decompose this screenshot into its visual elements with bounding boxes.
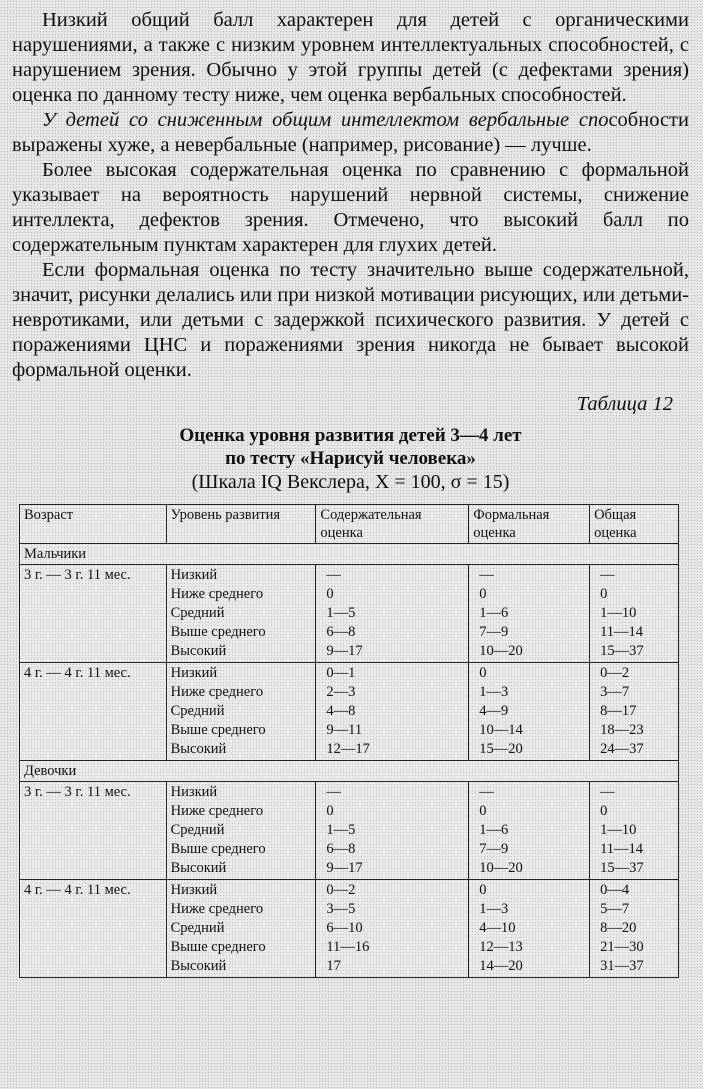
cell-value: 6—10 (326, 920, 363, 936)
formal-score-cell (469, 782, 590, 880)
cell-value: 11—14 (600, 624, 644, 640)
cell-value: 3—5 (326, 901, 356, 917)
total-score-cell (590, 663, 679, 761)
age-cell: 4 г. — 4 г. 11 мес. (20, 880, 167, 978)
cell-value: Ниже среднего (170, 901, 264, 917)
cell-value: Выше среднего (170, 722, 266, 738)
total-score-cell (590, 782, 679, 880)
cell-value: 0—4 (600, 882, 630, 898)
cell-value: 0 (326, 586, 334, 602)
cell-value: 14—20 (479, 958, 523, 974)
cell-value: 0 (600, 803, 608, 819)
cell-value: 5—7 (600, 901, 630, 917)
cell-value: 8—17 (600, 703, 637, 719)
table-title-line2: по тесту «Нарисуй человека» (225, 448, 476, 469)
formal-score-cell (469, 565, 590, 663)
cell-value: — (479, 567, 494, 583)
table-row (20, 782, 679, 880)
cell-value: Выше среднего (170, 939, 266, 955)
age-cell: 4 г. — 4 г. 11 мес. (20, 663, 167, 761)
cell-value: — (326, 784, 341, 800)
norms-table (19, 504, 679, 978)
cell-value: 9—11 (326, 722, 363, 738)
formal-score-cell (469, 663, 590, 761)
cell-value: 31—37 (600, 958, 644, 974)
cell-value: Средний (170, 703, 225, 719)
cell-value: 1—6 (479, 605, 509, 621)
cell-value: 1—3 (479, 901, 509, 917)
cell-value: 1—3 (479, 684, 509, 700)
age-cell: 3 г. — 3 г. 11 мес. (20, 782, 167, 880)
cell-value: Ниже среднего (170, 586, 264, 602)
cell-value: 7—9 (479, 624, 509, 640)
level-cell (166, 880, 316, 978)
cell-value: Низкий (170, 665, 218, 681)
cell-value: Высокий (170, 958, 227, 974)
cell-value: 7—9 (479, 841, 509, 857)
total-score-cell (590, 565, 679, 663)
cell-value: 12—17 (326, 741, 370, 757)
content-score-cell (316, 565, 469, 663)
cell-value: 0 (326, 803, 334, 819)
cell-value: Низкий (170, 882, 218, 898)
cell-value: 4—9 (479, 703, 509, 719)
paragraph-text: Если формальная оценка по тесту значительно выше содержательной, значит, рисунки делались или при низкой мотивации рисующих, или детьми-невротиками, или детьми с задержкой психического развития. У детей с поражениями ЦНС и поражениями зрения никогда не бывает высокой формальной оценки. (12, 259, 689, 381)
paragraph-text: собности выражены хуже, а невербальные (например, рисование) — лучше. (12, 109, 689, 156)
cell-value: Ниже среднего (170, 803, 264, 819)
cell-value: 6—8 (326, 841, 356, 857)
total-score-cell (590, 880, 679, 978)
cell-value: — (600, 784, 615, 800)
content-score-cell (316, 782, 469, 880)
cell-value: — (479, 784, 494, 800)
cell-value: Выше среднего (170, 624, 266, 640)
header-age: Возраст (20, 505, 167, 544)
cell-value: 15—37 (600, 643, 644, 659)
cell-value: 9—17 (326, 860, 363, 876)
cell-value: 11—16 (326, 939, 370, 955)
cell-value: 10—20 (479, 643, 523, 659)
cell-value: 1—5 (326, 822, 356, 838)
cell-value: 10—20 (479, 860, 523, 876)
header-total-score: Общая оценка (590, 505, 679, 544)
section-row (20, 544, 679, 565)
cell-value: Высокий (170, 643, 227, 659)
cell-value: Высокий (170, 741, 227, 757)
cell-value: 24—37 (600, 741, 644, 757)
header-formal-score: Формальная оценка (469, 505, 590, 544)
cell-value: 10—14 (479, 722, 523, 738)
table-header-row (20, 505, 679, 544)
cell-value: — (600, 567, 615, 583)
cell-value: 0—2 (600, 665, 630, 681)
level-cell (166, 782, 316, 880)
cell-value: 6—8 (326, 624, 356, 640)
header-content-score: Содержательная оценка (316, 505, 469, 544)
content-score-cell (316, 880, 469, 978)
cell-value: Средний (170, 920, 225, 936)
cell-value: 18—23 (600, 722, 644, 738)
cell-value: 0 (479, 586, 487, 602)
cell-value: 4—8 (326, 703, 356, 719)
cell-value: Низкий (170, 567, 218, 583)
cell-value: 9—17 (326, 643, 363, 659)
table-caption: Таблица 12 (576, 393, 673, 415)
cell-value: — (326, 567, 341, 583)
cell-value: 3—7 (600, 684, 630, 700)
cell-value: Средний (170, 822, 225, 838)
formal-score-cell (469, 880, 590, 978)
level-cell (166, 565, 316, 663)
table-row (20, 565, 679, 663)
cell-value: 21—30 (600, 939, 644, 955)
cell-value: 15—20 (479, 741, 523, 757)
cell-value: 4—10 (479, 920, 516, 936)
section-label: Мальчики (20, 544, 679, 565)
cell-value: 1—10 (600, 605, 637, 621)
cell-value: Средний (170, 605, 225, 621)
age-cell: 3 г. — 3 г. 11 мес. (20, 565, 167, 663)
cell-value: 0 (600, 586, 608, 602)
cell-value: 1—10 (600, 822, 637, 838)
cell-value: Ниже среднего (170, 684, 264, 700)
table-row (20, 880, 679, 978)
table-subtitle: (Шкала IQ Векслера, X = 100, σ = 15) (191, 471, 510, 493)
content-score-cell (316, 663, 469, 761)
cell-value: 17 (326, 958, 341, 974)
table-title-line1: Оценка уровня развития детей 3—4 лет (179, 425, 522, 446)
cell-value: 0 (479, 882, 487, 898)
cell-value: 12—13 (479, 939, 523, 955)
cell-value: 0 (479, 803, 487, 819)
cell-value: Выше среднего (170, 841, 266, 857)
cell-value: 0—1 (326, 665, 356, 681)
paragraph-text: У детей со сниженным общим интеллектом вербальные спо (42, 109, 609, 131)
paragraph (12, 258, 689, 383)
header-level: Уровень развития (166, 505, 316, 544)
cell-value: 11—14 (600, 841, 644, 857)
cell-value: Низкий (170, 784, 218, 800)
paragraph (12, 158, 689, 258)
table-body (20, 544, 679, 978)
cell-value: 0 (479, 665, 487, 681)
level-cell (166, 663, 316, 761)
table-row (20, 663, 679, 761)
paragraph (12, 8, 689, 108)
cell-value: 15—37 (600, 860, 644, 876)
paragraph-text: Более высокая содержательная оценка по сравнению с формальной указывает на вероятность нарушений нервной системы, снижение интеллекта, дефектов зрения. Отмечено, что высокий балл по содержательным пунктам характерен для глухих детей. (12, 159, 689, 256)
paragraph (12, 108, 689, 158)
section-label: Девочки (20, 761, 679, 782)
cell-value: 2—3 (326, 684, 356, 700)
cell-value: 8—20 (600, 920, 637, 936)
cell-value: Высокий (170, 860, 227, 876)
cell-value: 1—5 (326, 605, 356, 621)
body-text (12, 8, 689, 383)
cell-value: 0—2 (326, 882, 356, 898)
section-row (20, 761, 679, 782)
cell-value: 1—6 (479, 822, 509, 838)
paragraph-text: Низкий общий балл характерен для детей с органическими нарушениями, а также с низким уровнем интеллектуальных способностей, с нарушением зрения. Обычно у этой группы детей (с дефектами зрения) оценка по данному тесту ниже, чем оценка вербальных способностей. (12, 9, 689, 106)
